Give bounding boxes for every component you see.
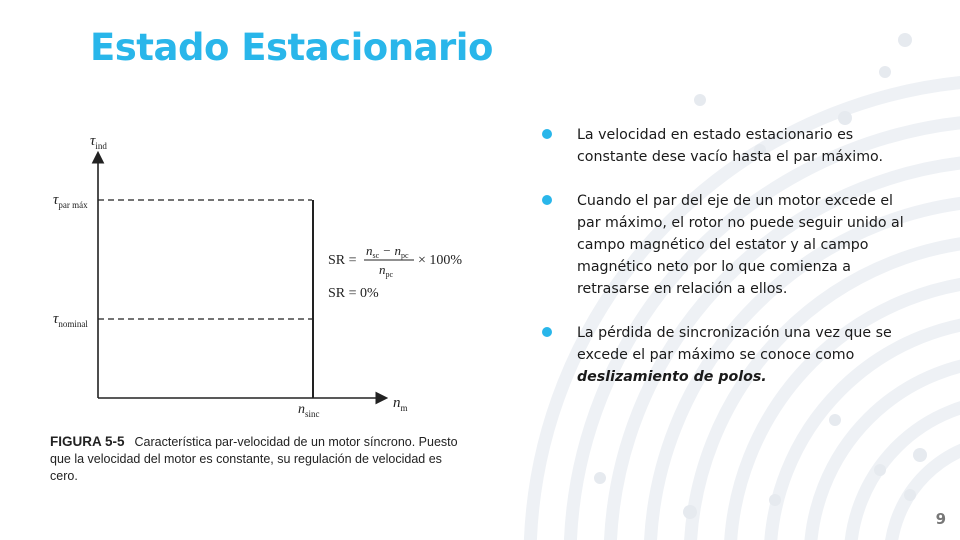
figure-caption xyxy=(50,433,470,485)
bullet-dot-icon xyxy=(542,129,552,139)
bullet-item: La velocidad en estado estacionario es constante dese vacío hasta el par máximo. xyxy=(540,124,915,168)
tau-nominal-label: $\tau_{nominal}$ xyxy=(53,311,88,329)
y-axis-label: $\tau_{ind}$ xyxy=(90,133,107,151)
tau-max-label: $\tau_{par máx}$ xyxy=(53,192,88,210)
x-axis-label: $n_m$ xyxy=(393,395,408,413)
svg-text:× 100%: × 100% xyxy=(418,253,463,268)
svg-text:SR =: SR = xyxy=(328,253,357,268)
bullet-list xyxy=(540,124,915,410)
bullet-item: La pérdida de sincronización una vez que se excede el par máximo se conoce como deslizamiento de polos. xyxy=(540,322,915,388)
svg-text:npc: $n_{pc}$ xyxy=(379,262,394,279)
page-number: 9 xyxy=(935,510,946,528)
n-sinc-label: $n_{sinc}$ xyxy=(298,402,320,419)
svg-text:nsc − npc: $n_{sc} - n_{pc}$ xyxy=(366,243,409,260)
speed-regulation-formula xyxy=(328,243,462,279)
bullet-item: Cuando el par del eje de un motor excede el par máximo, el rotor no puede seguir unido al campo magnético del estator y al campo magnético neto por lo que comienza a retrasarse en relación a ellos. xyxy=(540,190,915,300)
figure-id: FIGURA 5-5 xyxy=(50,434,125,449)
bullet-dot-icon xyxy=(542,195,552,205)
figure-caption-text: Característica par-velocidad de un motor síncrono. Puesto que la velocidad del motor es constante, su regulación de velocidad es cero. xyxy=(50,435,458,483)
bullet-emphasis: deslizamiento de polos. xyxy=(577,369,767,385)
torque-speed-figure xyxy=(40,128,500,428)
bullet-dot-icon xyxy=(542,327,552,337)
slide-title: Estado Estacionario xyxy=(90,26,493,69)
speed-regulation-result: SR = 0% xyxy=(328,286,379,301)
